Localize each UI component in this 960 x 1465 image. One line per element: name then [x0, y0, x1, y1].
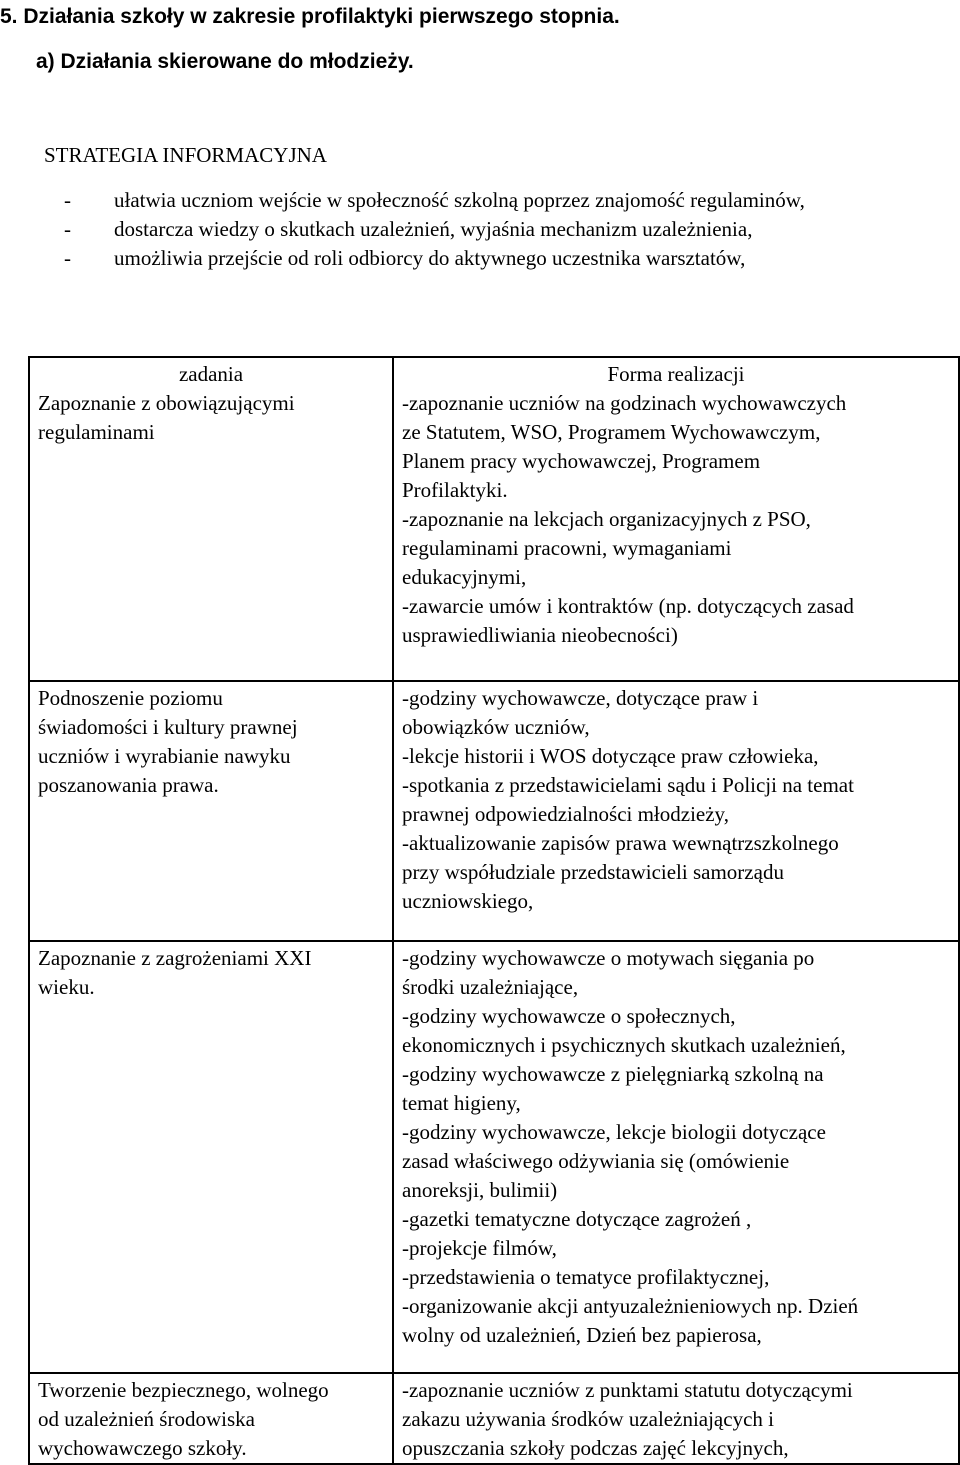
task-cell [29, 357, 393, 681]
form-cell [393, 357, 959, 681]
section-heading: 5. Działania szkoły w zakresie profilaktyki pierwszego stopnia. [0, 5, 620, 28]
table-row [29, 1373, 959, 1464]
strategy-bullet [36, 215, 805, 244]
form-line: wolny od uzależnień, Dzień bez papierosa, [402, 1323, 762, 1347]
form-line: -godziny wychowawcze, dotyczące praw i [402, 686, 759, 710]
bullet-text: ułatwia uczniom wejście w społeczność szkolną poprzez znajomość regulaminów, [114, 188, 805, 212]
form-line: regulaminami pracowni, wymaganiami [402, 536, 732, 560]
form-line: zakazu używania środków uzależniających i [402, 1407, 774, 1431]
form-line: -przedstawienia o tematyce profilaktycznej, [402, 1265, 770, 1289]
form-line: -spotkania z przedstawicielami sądu i Policji na temat [402, 773, 854, 797]
header-form: Forma realizacji [607, 362, 745, 386]
task-line: od uzależnień środowiska [38, 1407, 255, 1431]
form-line: -godziny wychowawcze o społecznych, [402, 1004, 736, 1028]
task-line: Tworzenie bezpiecznego, wolnego [38, 1378, 329, 1402]
bullet-text: dostarcza wiedzy o skutkach uzależnień, wyjaśnia mechanizm uzależnienia, [114, 217, 753, 241]
form-line: -aktualizowanie zapisów prawa wewnątrzszkolnego [402, 831, 839, 855]
task-line: uczniów i wyrabianie nawyku [38, 744, 291, 768]
form-line: obowiązków uczniów, [402, 715, 590, 739]
form-line: -zapoznanie uczniów z punktami statutu dotyczącymi [402, 1378, 853, 1402]
form-line: ekonomicznych i psychicznych skutkach uzależnień, [402, 1033, 846, 1057]
form-line: opuszczania szkoły podczas zajęć lekcyjnych, [402, 1436, 789, 1460]
form-line: przy współudziale przedstawicieli samorządu [402, 860, 784, 884]
form-line: środki uzależniające, [402, 975, 579, 999]
task-line: poszanowania prawa. [38, 773, 219, 797]
task-line: wychowawczego szkoły. [38, 1436, 247, 1460]
form-line: -projekcje filmów, [402, 1236, 557, 1260]
strategy-title: STRATEGIA INFORMACYJNA [44, 143, 327, 167]
task-line: Podnoszenie poziomu [38, 686, 223, 710]
form-line: Planem pracy wychowawczej, Programem [402, 449, 761, 473]
task-line: świadomości i kultury prawnej [38, 715, 298, 739]
task-line: regulaminami [38, 420, 155, 444]
form-line: zasad właściwego odżywiania się (omówienie [402, 1149, 790, 1173]
bullet-text: umożliwia przejście od roli odbiorcy do aktywnego uczestnika warsztatów, [114, 246, 746, 270]
form-cell [393, 941, 959, 1373]
form-line: Profilaktyki. [402, 478, 508, 502]
table-row [29, 681, 959, 941]
task-cell [29, 941, 393, 1373]
form-line: -godziny wychowawcze o motywach sięgania po [402, 946, 815, 970]
form-line: -godziny wychowawcze z pielęgniarką szkolną na [402, 1062, 824, 1086]
table-row [29, 357, 959, 681]
form-line: -lekcje historii i WOS dotyczące praw człowieka, [402, 744, 819, 768]
form-line: -zapoznanie uczniów na godzinach wychowawczych [402, 391, 847, 415]
form-line: -organizowanie akcji antyuzależnieniowych np. Dzień [402, 1294, 859, 1318]
form-line: uczniowskiego, [402, 889, 534, 913]
form-line: -gazetki tematyczne dotyczące zagrożeń , [402, 1207, 752, 1231]
task-line: wieku. [38, 975, 95, 999]
form-cell [393, 1373, 959, 1464]
form-line: -zapoznanie na lekcjach organizacyjnych z PSO, [402, 507, 811, 531]
form-line: ze Statutem, WSO, Programem Wychowawczym, [402, 420, 821, 444]
bullet-marker: - [64, 217, 71, 241]
form-line: temat higieny, [402, 1091, 521, 1115]
strategy-bullet [36, 244, 805, 273]
task-cell [29, 681, 393, 941]
form-line: -zawarcie umów i kontraktów (np. dotyczących zasad [402, 594, 854, 618]
task-line: Zapoznanie z zagrożeniami XXI [38, 946, 312, 970]
table-row [29, 941, 959, 1373]
form-line: -godziny wychowawcze, lekcje biologii dotyczące [402, 1120, 826, 1144]
form-cell [393, 681, 959, 941]
form-line: prawnej odpowiedzialności młodzieży, [402, 802, 729, 826]
form-line: usprawiedliwiania nieobecności) [402, 623, 678, 647]
task-line: Zapoznanie z obowiązującymi [38, 391, 295, 415]
header-tasks: zadania [178, 362, 244, 386]
form-line: edukacyjnymi, [402, 565, 527, 589]
section-subheading: a) Działania skierowane do młodzieży. [36, 50, 414, 73]
task-cell [29, 1373, 393, 1464]
tasks-table [28, 356, 960, 1465]
bullet-marker: - [64, 246, 71, 270]
strategy-bullet [36, 186, 805, 215]
strategy-bullet-list [36, 186, 805, 273]
form-line: anoreksji, bulimii) [402, 1178, 558, 1202]
bullet-marker: - [64, 188, 71, 212]
